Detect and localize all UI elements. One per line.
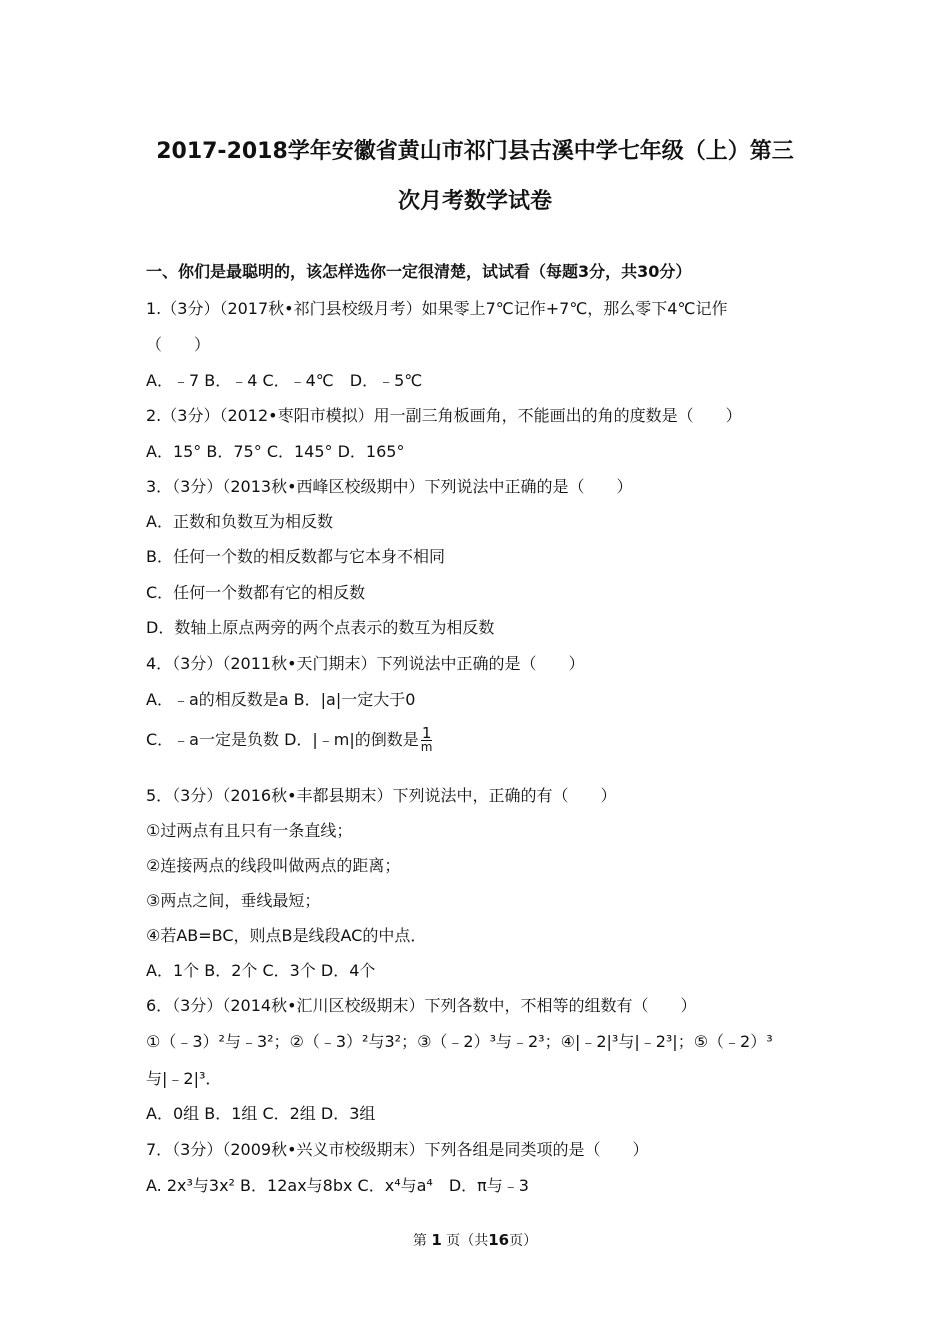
question-6-options: A．0组 B．1组 C．2组 D．3组 xyxy=(146,1104,376,1123)
footer-total-pages: 16 xyxy=(488,1231,510,1249)
question-6-items-line1: ①（﹣3）²与﹣3²；②（﹣3）²与3²；③（﹣2）³与﹣2³；④|﹣2|³与|﹣2³|；⑤（﹣2）³ xyxy=(146,1032,773,1051)
footer-page-number: 1 xyxy=(431,1231,442,1249)
question-4-options-cd-row xyxy=(146,724,433,754)
question-3-option-a: A．正数和负数互为相反数 xyxy=(146,512,333,531)
question-5-statement-3: ③两点之间，垂线最短； xyxy=(146,891,321,910)
question-4-options-cd: C．﹣a一定是负数 D．|﹣m|的倒数是 xyxy=(146,730,419,749)
question-5: 5．（3分）（2016秋•丰都县期末）下列说法中，正确的有（ ） xyxy=(146,786,617,805)
footer-suffix: 页） xyxy=(509,1233,538,1249)
page-footer xyxy=(0,1230,950,1250)
question-5-statement-4: ④若AB=BC，则点B是线段AC的中点． xyxy=(146,926,427,945)
question-4: 4．（3分）（2011秋•天门期末）下列说法中正确的是（ ） xyxy=(146,654,585,673)
question-3-option-b: B．任何一个数的相反数都与它本身不相同 xyxy=(146,547,445,566)
question-4-options-ab: A．﹣a的相反数是a B．|a|一定大于0 xyxy=(146,690,416,709)
question-2: 2.（3分）（2012•枣阳市模拟）用一副三角板画角，不能画出的角的度数是（ ） xyxy=(146,406,742,425)
document-title-line1: 2017-2018学年安徽省黄山市祁门县古溪中学七年级（上）第三 xyxy=(156,139,794,164)
footer-middle: 页（共 xyxy=(446,1233,489,1249)
question-3-option-d: D．数轴上原点两旁的两个点表示的数互为相反数 xyxy=(146,618,495,637)
fraction-denominator: m xyxy=(420,740,433,754)
question-5-options: A．1个 B．2个 C．3个 D．4个 xyxy=(146,961,376,980)
question-6: 6．（3分）（2014秋•汇川区校级期末）下列各数中，不相等的组数有（ ） xyxy=(146,996,697,1015)
question-2-options: A．15° B．75° C．145° D．165° xyxy=(146,442,405,461)
question-1-blank: （ ） xyxy=(146,335,211,354)
fraction-one-over-m xyxy=(420,724,433,754)
question-3-option-c: C．任何一个数都有它的相反数 xyxy=(146,583,366,602)
question-7: 7．（3分）（2009秋•兴义市校级期末）下列各组是同类项的是（ ） xyxy=(146,1140,649,1159)
question-1-options: A．﹣7 B．﹣4 C．﹣4℃ D．﹣5℃ xyxy=(146,371,423,390)
fraction-numerator: 1 xyxy=(421,724,432,742)
document-title-line2: 次月考数学试卷 xyxy=(397,189,552,214)
question-5-statement-1: ①过两点有且只有一条直线； xyxy=(146,821,353,840)
question-3: 3．（3分）（2013秋•西峰区校级期中）下列说法中正确的是（ ） xyxy=(146,477,633,496)
question-1: 1.（3分）（2017秋•祁门县校级月考）如果零上7℃记作+7℃，那么零下4℃记作 xyxy=(146,299,728,318)
section-heading: 一、你们是最聪明的，该怎样选你一定很清楚，试试看（每题3分，共30分） xyxy=(146,262,692,281)
question-5-statement-2: ②连接两点的线段叫做两点的距离； xyxy=(146,856,401,875)
question-7-options: A. 2x³与3x² B．12ax与8bx C．x⁴与a⁴ D．π与﹣3 xyxy=(146,1176,529,1195)
question-6-items-line2: 与|﹣2|³． xyxy=(146,1069,222,1088)
footer-prefix: 第 xyxy=(412,1233,427,1249)
